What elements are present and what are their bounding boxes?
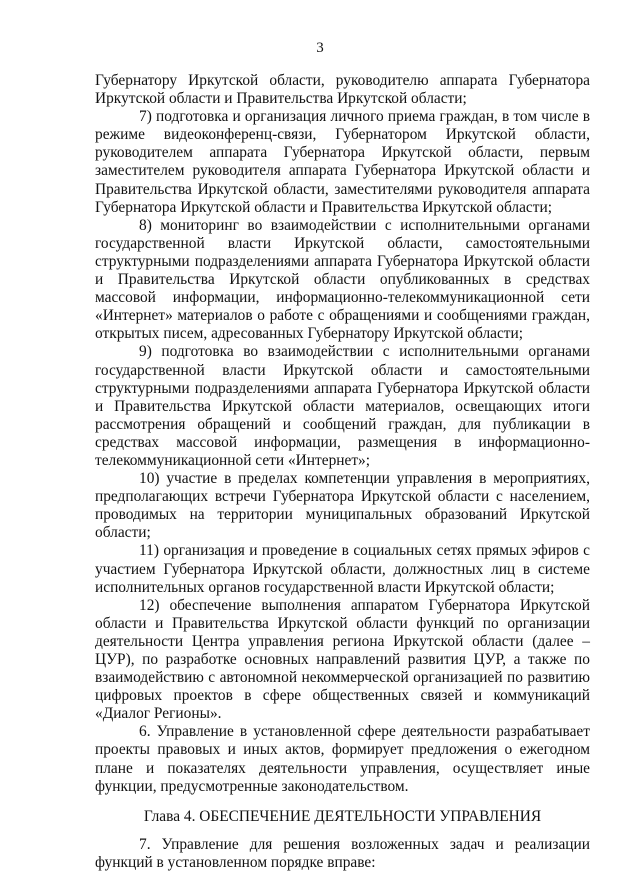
paragraph-item-10: 10) участие в пределах компетенции управления в мероприятиях, предполагающих встречи Губернатора Иркутской области с населением, проводимых на территории муниципальных образований Иркутской области; xyxy=(95,470,590,542)
paragraph-continuation: Губернатору Иркутской области, руководителю аппарата Губернатора Иркутской области и Правительства Иркутской области; xyxy=(95,72,590,108)
paragraph-item-8: 8) мониторинг во взаимодействии с исполнительными органами государственной власти Иркутской области, самостоятельными структурными подразделениями аппарата Губернатора Иркутской области и Правительства Иркутской области опубликованных в средствах массовой информации, информационно-телекоммуникационной сети «Интернет» материалов о работе с обращениями и сообщениями граждан, открытых писем, адресованных Губернатору Иркутской области; xyxy=(95,216,590,343)
page-number: 3 xyxy=(316,40,324,56)
paragraph-item-9: 9) подготовка во взаимодействии с исполнительными органами государственной власти Иркутской области и самостоятельными структурными подразделениями аппарата Губернатора Иркутской области и Правительства Иркутской области материалов, освещающих итоги рассмотрения обращений и сообщений граждан, для публикации в средствах массовой информации, размещения в информационно-телекоммуникационной сети «Интернет»; xyxy=(95,343,590,469)
paragraph-item-7: 7) подготовка и организация личного приема граждан, в том числе в режиме видеоконференц-связи, Губернатором Иркутской области, руководителем аппарата Губернатора Иркутской области, первым заместителем руководителя аппарата Губернатора Иркутской области и Правительства Иркутской области, заместителями руководителя аппарата Губернатора Иркутской области и Правительства Иркутской области; xyxy=(95,108,590,216)
document-body xyxy=(95,72,590,872)
chapter-heading: Глава 4. ОБЕСПЕЧЕНИЕ ДЕЯТЕЛЬНОСТИ УПРАВЛЕНИЯ xyxy=(143,807,542,825)
paragraph-item-12: 12) обеспечение выполнения аппаратом Губернатора Иркутской области и Правительства Иркутской области функций по организации деятельности Центра управления региона Иркутской области (далее – ЦУР), по разработке основных направлений развития ЦУР, а также по взаимодействию с автономной некоммерческой организацией по развитию цифровых проектов в сфере общественных связей и коммуникаций «Диалог Регионы». xyxy=(95,596,590,723)
paragraph-clause-7: 7. Управление для решения возложенных задач и реализации функций в установленном порядке вправе: xyxy=(95,835,590,871)
paragraph-clause-6: 6. Управление в установленной сфере деятельности разрабатывает проекты правовых и иных актов, формирует предложения о ежегодном плане и показателях деятельности управления, осуществляет иные функции, предусмотренные законодательством. xyxy=(95,723,590,795)
paragraph-item-11: 11) организация и проведение в социальных сетях прямых эфиров с участием Губернатора Иркутской области, должностных лиц в системе исполнительных органов государственной власти Иркутской области; xyxy=(95,542,590,596)
